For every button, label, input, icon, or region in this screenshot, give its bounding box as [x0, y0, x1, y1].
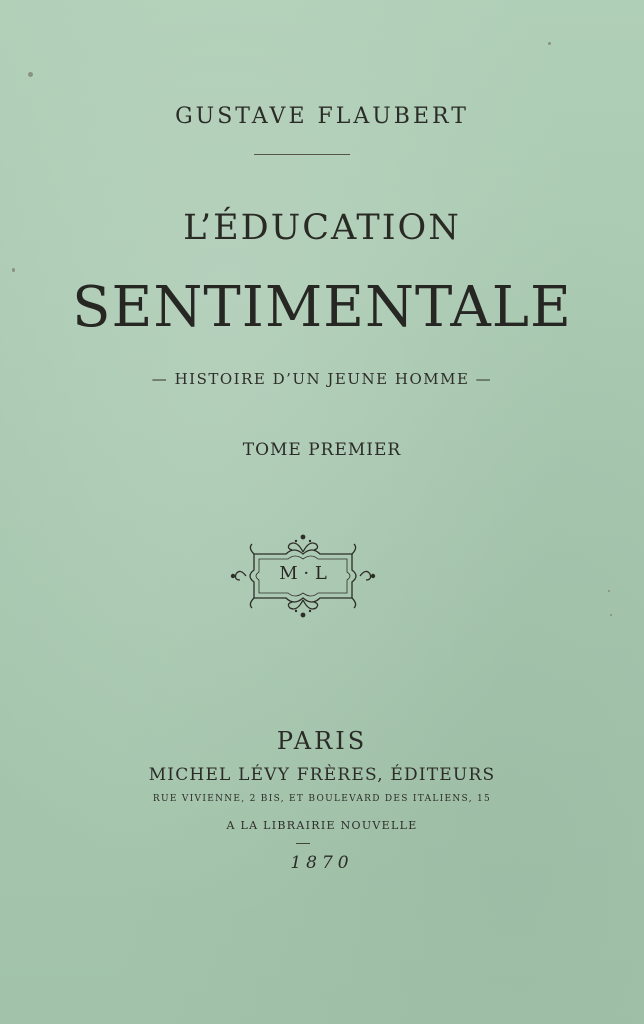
- publisher-monogram: M · L: [279, 563, 327, 584]
- imprint-divider: [296, 843, 310, 844]
- publication-year: 1870: [290, 853, 354, 873]
- author-name: GUSTAVE FLAUBERT: [175, 104, 469, 129]
- paper-speck: [548, 42, 551, 45]
- imprint-bookshop: A LA LIBRAIRIE NOUVELLE: [226, 819, 418, 832]
- imprint-city: PARIS: [276, 727, 368, 755]
- book-subtitle: — HISTOIRE D’UN JEUNE HOMME —: [151, 370, 493, 388]
- paper-speck: [12, 268, 15, 272]
- book-title-line-1: L’ÉDUCATION: [183, 208, 461, 248]
- paper-speck: [608, 590, 610, 592]
- paper-speck: [610, 614, 612, 616]
- paper-speck: [28, 72, 33, 77]
- volume-label: TOME PREMIER: [242, 440, 402, 460]
- imprint-publisher: MICHEL LÉVY FRÈRES, ÉDITEURS: [148, 765, 496, 785]
- book-title-line-2: SENTIMENTALE: [72, 275, 572, 340]
- author-divider: [254, 154, 350, 155]
- imprint-address: RUE VIVIENNE, 2 BIS, ET BOULEVARD DES ITALIENS, 15: [152, 794, 492, 804]
